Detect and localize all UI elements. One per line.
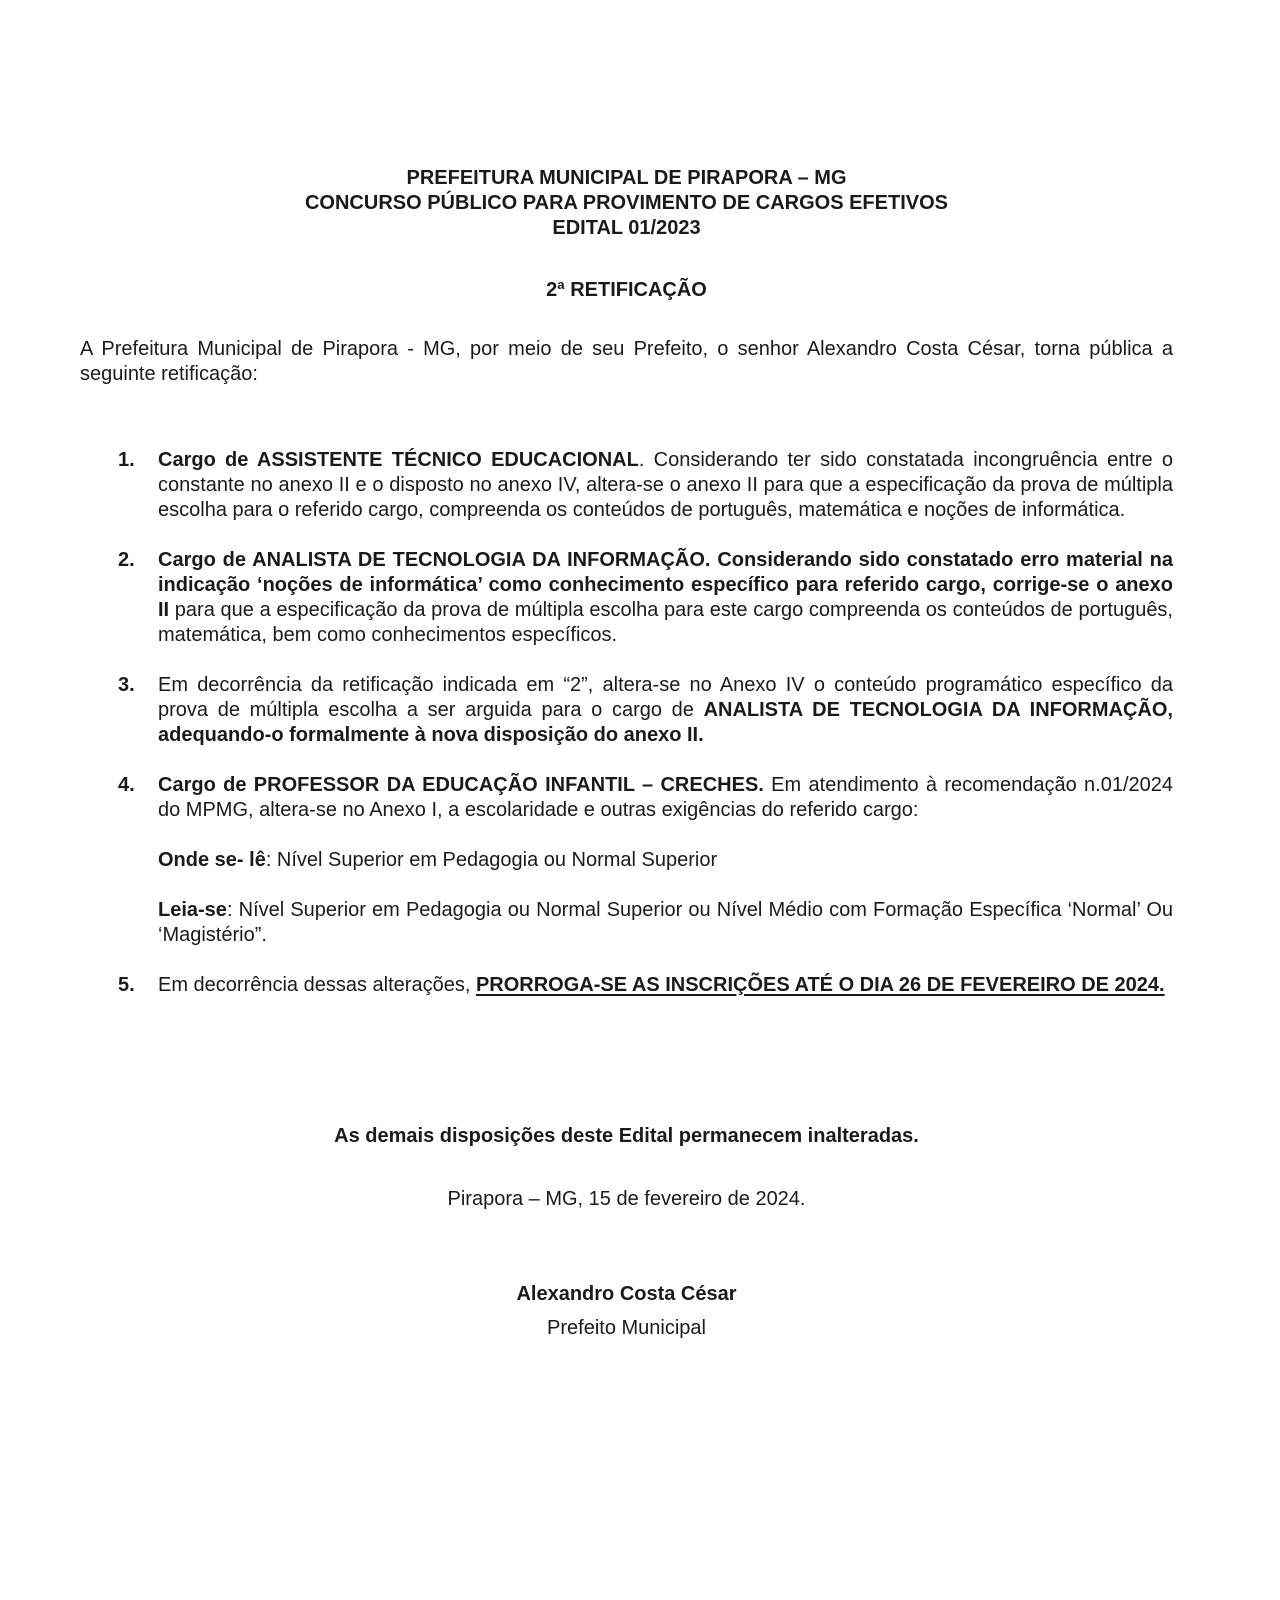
item-bold-text: Cargo de ANALISTA DE TECNOLOGIA DA INFORMAÇÃO. Considerando sido constatado erro material na indicação ‘noções de informática’ como conhecimento específico para referido cargo, corrige-se o anexo II [158,549,1173,621]
items-list [80,448,1173,1023]
item-regular-text: . Considerando ter sido constatada incongruência entre o constante no anexo II e o disposto no anexo IV, altera-se o anexo II para que a especificação da prova de múltipla escolha para o referido cargo, compreenda os conteúdos de português, matemática e noções de informática. [158,449,1173,521]
item-number: 3. [118,674,135,696]
retification-title: 2ª RETIFICAÇÃO [546,279,707,301]
item-text [158,973,1173,998]
item-number: 2. [118,549,135,571]
leia-se-label: Leia-se [158,899,227,921]
list-item-3 [80,673,1173,748]
item-number: 4. [118,774,135,796]
list-item-2 [80,548,1173,648]
closing-statement: As demais disposições deste Edital permanecem inalteradas. [334,1125,919,1147]
list-item-1 [80,448,1173,523]
onde-se-le-text: : Nível Superior em Pedagogia ou Normal Superior [265,849,718,871]
document-header [80,166,1173,241]
leia-se [158,898,1173,948]
header-line-3: EDITAL 01/2023 [552,217,701,239]
item-bold-text: Cargo de PROFESSOR DA EDUCAÇÃO INFANTIL – CRECHES. [158,774,764,796]
signer-role: Prefeito Municipal [547,1317,706,1339]
signer-name: Alexandro Costa César [516,1283,737,1305]
item-regular-text: Em atendimento à recomendação n.01/2024 do MPMG, altera-se no Anexo I, a escolaridade e outras exigências do referido cargo: [158,774,1173,821]
item-regular-text: para que a especificação da prova de múltipla escolha para este cargo compreenda os conteúdos de português, matemática, bem como conhecimentos específicos. [158,599,1173,646]
list-item-4 [80,773,1173,948]
header-line-1: PREFEITURA MUNICIPAL DE PIRAPORA – MG [406,167,847,189]
item-bold-text: ANALISTA DE TECNOLOGIA DA INFORMAÇÃO, adequando-o formalmente à nova disposição do anexo II. [158,699,1173,746]
intro-paragraph: A Prefeitura Municipal de Pirapora - MG, por meio de seu Prefeito, o senhor Alexandro Costa César, torna pública a seguinte retificação: [80,338,1173,385]
item-text [158,548,1173,648]
item-regular-text: Em decorrência da retificação indicada em “2”, altera-se no Anexo IV o conteúdo programático específico da prova de múltipla escolha a ser arguida para o cargo de [158,674,1173,721]
header-line-2: CONCURSO PÚBLICO PARA PROVIMENTO DE CARGOS EFETIVOS [304,192,949,214]
onde-se-le [158,848,1173,873]
list-item-5 [80,973,1173,998]
item-underlined-text: PRORROGA-SE AS INSCRIÇÕES ATÉ O DIA 26 DE FEVEREIRO DE 2024. [475,974,1165,996]
item-number: 1. [118,449,135,471]
item-number: 5. [118,974,135,996]
leia-se-text: : Nível Superior em Pedagogia ou Normal Superior ou Nível Médio com Formação Específica ‘Normal’ Ou ‘Magistério”. [158,899,1173,946]
item-text [158,448,1173,523]
item-bold-text: Cargo de ASSISTENTE TÉCNICO EDUCACIONAL [158,449,639,471]
place-and-date: Pirapora – MG, 15 de fevereiro de 2024. [447,1188,806,1210]
item-regular-text: Em decorrência dessas alterações, [158,974,476,996]
item-text [158,773,1173,823]
onde-se-le-label: Onde se- lê [158,849,266,871]
item-text [158,673,1173,748]
